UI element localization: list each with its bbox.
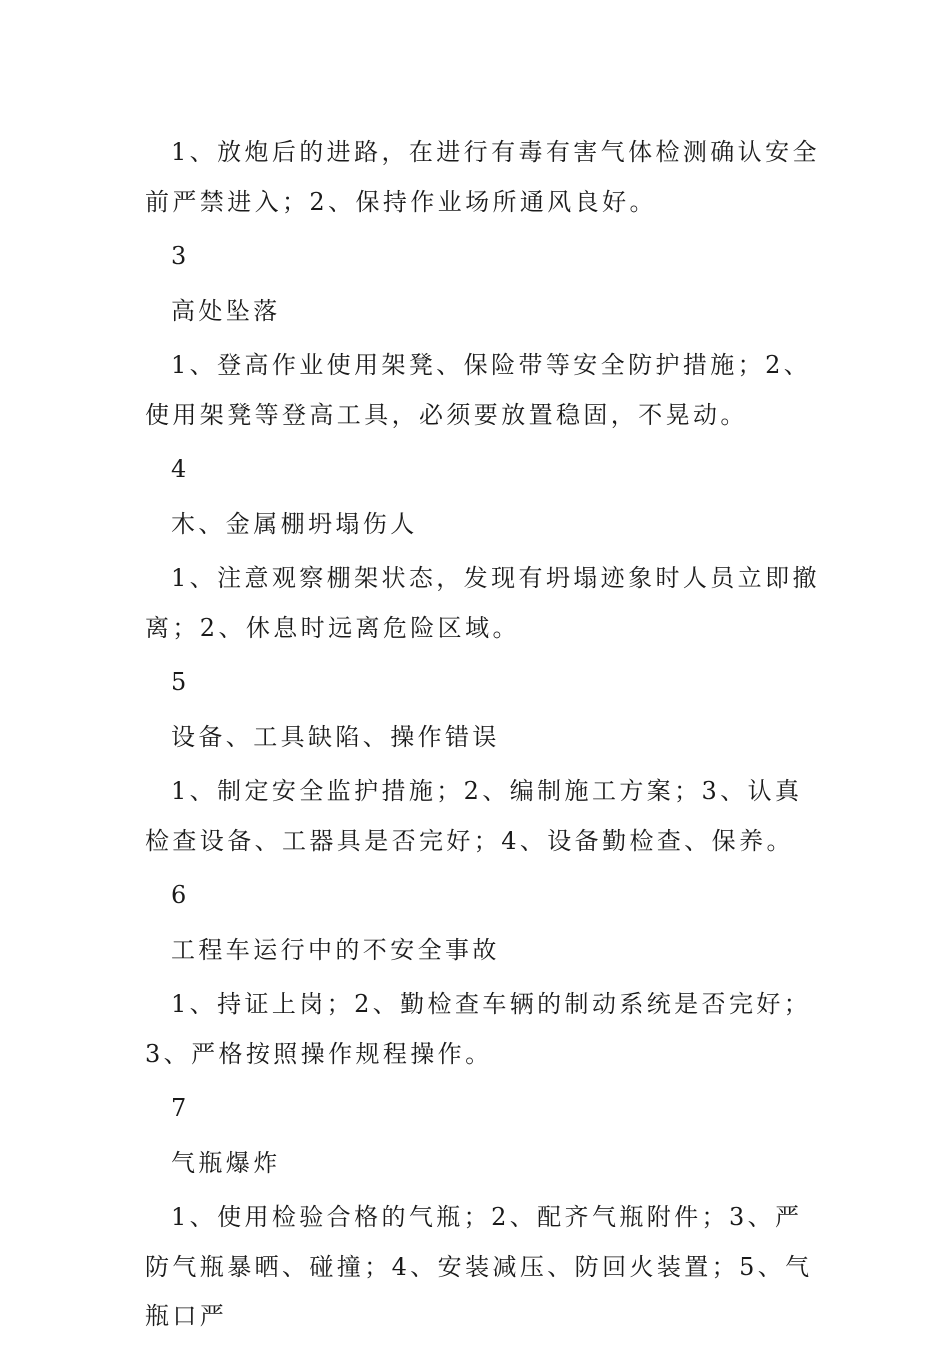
hazard-title-cylinder-explosion: 气瓶爆炸 (171, 1148, 281, 1177)
hazard-title-equipment-defects: 设备、工具缺陷、操作错误 (171, 722, 500, 751)
item-number-5: 5 (171, 668, 187, 696)
item-number-6: 6 (171, 881, 187, 909)
item-number-7: 7 (171, 1094, 187, 1122)
paragraph-vehicle-measures: 1、持证上岗；2、勤检查车辆的制动系统是否完好；3、严格按照操作规程操作。 (145, 990, 812, 1068)
paragraph-fall-measures: 1、登高作业使用架凳、保险带等安全防护措施；2、使用架凳等登高工具，必须要放置稳固，不晃动。 (145, 351, 812, 429)
document-body (145, 128, 825, 1347)
paragraph-shed-collapse-measures: 1、注意观察棚架状态，发现有坍塌迹象时人员立即撤离；2、休息时远离危险区域。 (145, 564, 820, 642)
item-number-4: 4 (171, 455, 187, 483)
paragraph-cylinder-measures: 1、使用检验合格的气瓶；2、配齐气瓶附件；3、严防气瓶暴晒、碰撞；4、安装减压、防回火装置；5、气瓶口严 (145, 1203, 813, 1330)
hazard-title-shed-collapse: 木、金属棚坍塌伤人 (171, 509, 418, 538)
paragraph-toxic-gas-measures: 1、放炮后的进路，在进行有毒有害气体检测确认安全前严禁进入；2、保持作业场所通风良好。 (145, 138, 820, 216)
hazard-title-vehicle-accidents: 工程车运行中的不安全事故 (171, 935, 500, 964)
paragraph-equipment-measures: 1、制定安全监护措施；2、编制施工方案；3、认真检查设备、工器具是否完好；4、设备勤检查、保养。 (145, 777, 803, 855)
hazard-title-fall: 高处坠落 (171, 296, 281, 325)
item-number-3: 3 (171, 242, 187, 270)
